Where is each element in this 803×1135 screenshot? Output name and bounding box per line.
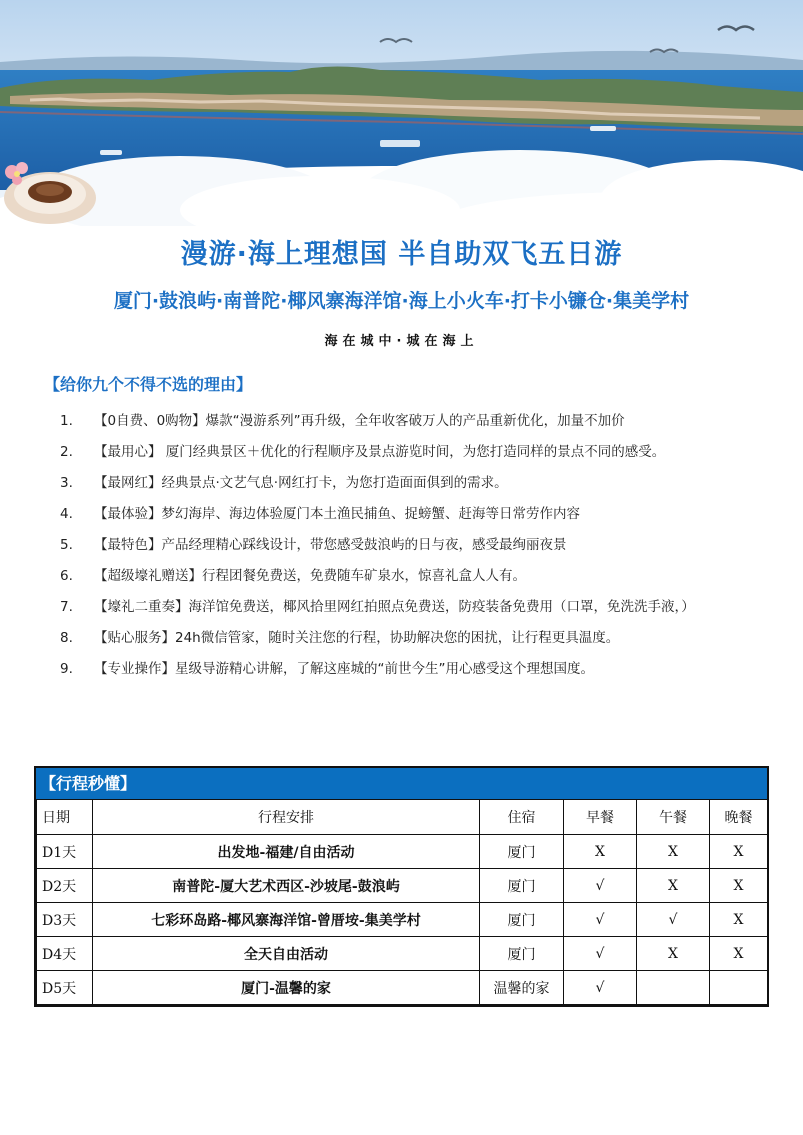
dinner-cell: [710, 971, 768, 1005]
item-text: 【最体验】梦幻海岸、海边体验厦门本土渔民捕鱼、捉螃蟹、赶海等日常劳作内容: [94, 506, 580, 522]
item-text: 【最特色】产品经理精心踩线设计，带您感受鼓浪屿的日与夜，感受最绚丽夜景: [94, 537, 567, 553]
itinerary-table: [34, 766, 769, 1007]
route-cell: 出发地-福建/自由活动: [93, 835, 480, 869]
item-number: 2.: [60, 444, 73, 460]
column-header-breakfast: 早餐: [564, 800, 637, 835]
itinerary-heading: 【行程秒懂】: [36, 768, 767, 799]
item-text: 【0自费、0购物】爆款“漫游系列”再升级，全年收客破万人的产品重新优化，加量不加价: [94, 413, 625, 429]
item-number: 7.: [60, 599, 73, 615]
day-cell: D5天: [37, 971, 93, 1005]
dinner-cell: X: [710, 869, 768, 903]
hotel-cell: 厦门: [480, 903, 564, 937]
day-cell: D4天: [37, 937, 93, 971]
reasons-heading: 【给你九个不得不选的理由】: [44, 375, 253, 394]
hotel-cell: 厦门: [480, 937, 564, 971]
item-text: 【超级壕礼赠送】行程团餐免费送，免费随车矿泉水，惊喜礼盒人人有。: [94, 568, 526, 584]
item-number: 6.: [60, 568, 73, 584]
breakfast-cell: √: [564, 971, 637, 1005]
column-header-dinner: 晚餐: [710, 800, 768, 835]
column-header-hotel: 住宿: [480, 800, 564, 835]
hotel-cell: 厦门: [480, 869, 564, 903]
lunch-cell: [637, 971, 710, 1005]
dinner-cell: X: [710, 903, 768, 937]
table-row: [37, 971, 768, 1005]
table-row: [37, 903, 768, 937]
item-text: 【贴心服务】24h微信管家，随时关注您的行程，协助解决您的困扰，让行程更具温度。: [94, 630, 620, 646]
lunch-cell: √: [637, 903, 710, 937]
list-item: [60, 499, 760, 530]
list-item: [60, 623, 760, 654]
hotel-cell: 温馨的家: [480, 971, 564, 1005]
table-header-row: [37, 800, 768, 835]
list-item: [60, 468, 760, 499]
table-row: [37, 835, 768, 869]
route-cell: 全天自由活动: [93, 937, 480, 971]
day-cell: D1天: [37, 835, 93, 869]
hotel-cell: 厦门: [480, 835, 564, 869]
column-header-lunch: 午餐: [637, 800, 710, 835]
breakfast-cell: √: [564, 937, 637, 971]
breakfast-cell: √: [564, 869, 637, 903]
item-text: 【壕礼二重奏】海洋馆免费送，椰风拾里网红拍照点免费送，防疫装备免费用（口罩，免洗洗手液，）: [94, 599, 695, 615]
list-item: [60, 530, 760, 561]
list-item: [60, 592, 760, 623]
coastal-city-illustration: [0, 0, 803, 240]
item-text: 【最用心】 厦门经典景区＋优化的行程顺序及景点游览时间，为您打造同样的景点不同的感受。: [94, 444, 666, 460]
table-row: [37, 937, 768, 971]
header-banner-image: [0, 0, 803, 240]
reasons-list: [60, 406, 760, 685]
list-item: [60, 406, 760, 437]
item-number: 8.: [60, 630, 73, 646]
item-number: 4.: [60, 506, 73, 522]
lunch-cell: X: [637, 869, 710, 903]
slogan: 海在城中·城在海上: [324, 334, 479, 349]
lunch-cell: X: [637, 835, 710, 869]
item-number: 1.: [60, 413, 73, 429]
dinner-cell: X: [710, 835, 768, 869]
breakfast-cell: X: [564, 835, 637, 869]
column-header-route: 行程安排: [93, 800, 480, 835]
list-item: [60, 437, 760, 468]
route-cell: 南普陀-厦大艺术西区-沙坡尾-鼓浪屿: [93, 869, 480, 903]
table-row: [37, 869, 768, 903]
dinner-cell: X: [710, 937, 768, 971]
route-cell: 七彩环岛路-椰风寨海洋馆-曾厝垵-集美学村: [93, 903, 480, 937]
page-title: 漫游·海上理想国 半自助双飞五日游: [180, 239, 623, 270]
route-cell: 厦门-温馨的家: [93, 971, 480, 1005]
day-cell: D2天: [37, 869, 93, 903]
item-number: 5.: [60, 537, 73, 553]
item-text: 【专业操作】星级导游精心讲解，了解这座城的“前世今生”用心感受这个理想国度。: [94, 661, 594, 677]
list-item: [60, 654, 760, 685]
itinerary-grid: [36, 799, 768, 1005]
lunch-cell: X: [637, 937, 710, 971]
list-item: [60, 561, 760, 592]
item-number: 3.: [60, 475, 73, 491]
day-cell: D3天: [37, 903, 93, 937]
column-header-date: 日期: [37, 800, 93, 835]
item-number: 9.: [60, 661, 73, 677]
page-subtitle: 厦门·鼓浪屿·南普陀·椰风寨海洋馆·海上小火车·打卡小镰仓·集美学村: [113, 290, 690, 312]
breakfast-cell: √: [564, 903, 637, 937]
item-text: 【最网红】经典景点·文艺气息·网红打卡，为您打造面面俱到的需求。: [94, 475, 508, 491]
